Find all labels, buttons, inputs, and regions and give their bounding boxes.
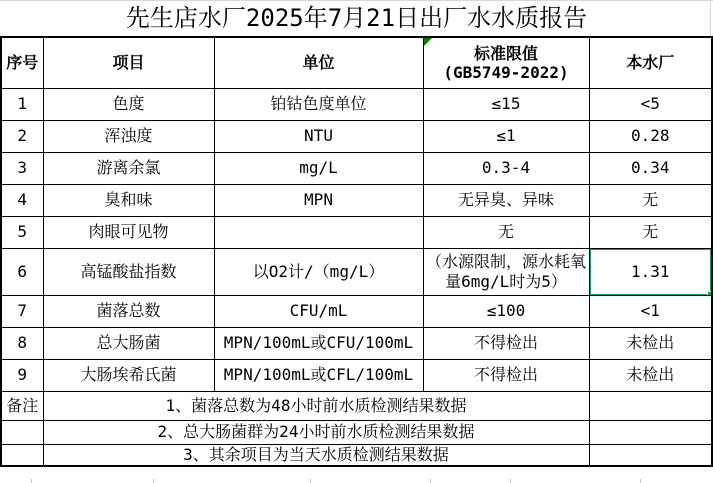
cell-plant[interactable]: 0.34: [589, 152, 712, 184]
faint-gridline: [640, 479, 641, 483]
cell-standard[interactable]: 0.3-4: [423, 152, 589, 184]
selected-cell[interactable]: 1.31: [589, 248, 712, 295]
table-row: [1, 295, 712, 327]
note-empty-cell[interactable]: [589, 444, 712, 466]
cell-plant[interactable]: 未检出: [589, 327, 712, 359]
cell-item[interactable]: 总大肠菌: [43, 327, 214, 359]
cell-standard[interactable]: ≤100: [423, 295, 589, 327]
cell-no[interactable]: 6: [1, 248, 43, 295]
table-row: [1, 152, 712, 184]
cell-no[interactable]: 5: [1, 216, 43, 248]
cell-no[interactable]: 4: [1, 184, 43, 216]
cell-unit[interactable]: mg/L: [214, 152, 423, 184]
cell-plant[interactable]: 0.28: [589, 120, 712, 152]
notes-label-empty[interactable]: [1, 444, 43, 466]
cell-standard[interactable]: ≤1: [423, 120, 589, 152]
notes-label[interactable]: 备注: [1, 391, 43, 420]
table-row: [1, 216, 712, 248]
header-plant[interactable]: 本水厂: [589, 37, 712, 88]
cell-unit[interactable]: MPN/100mL或CFL/100mL: [214, 359, 423, 391]
faint-gridline: [153, 479, 154, 483]
report-title[interactable]: 先生店水厂2025年7月21日出厂水水质报告: [125, 4, 588, 32]
faint-gridline: [310, 479, 311, 483]
cell-standard[interactable]: 无异臭、异味: [423, 184, 589, 216]
table-row: [1, 88, 712, 120]
cell-unit[interactable]: CFU/mL: [214, 295, 423, 327]
cell-unit[interactable]: [214, 216, 423, 248]
cell-unit[interactable]: MPN/100mL或CFU/100mL: [214, 327, 423, 359]
note-text-1[interactable]: 1、菌落总数为48小时前水质检测结果数据: [43, 391, 589, 420]
cell-standard[interactable]: 无: [423, 216, 589, 248]
header-standard[interactable]: [423, 37, 589, 88]
header-standard-line2: (GB5749-2022): [443, 62, 569, 82]
cell-no[interactable]: 9: [1, 359, 43, 391]
cell-unit[interactable]: 铂钴色度单位: [214, 88, 423, 120]
table-row: [1, 327, 712, 359]
cell-item[interactable]: 游离余氯: [43, 152, 214, 184]
faint-gridline: [710, 1, 711, 36]
cell-standard[interactable]: （水源限制，源水耗氧量6mg/L时为5）: [423, 248, 589, 295]
cell-unit[interactable]: MPN: [214, 184, 423, 216]
cell-no[interactable]: 2: [1, 120, 43, 152]
cell-no[interactable]: 7: [1, 295, 43, 327]
cell-unit[interactable]: 以O2计/（mg/L）: [214, 248, 423, 295]
cell-item[interactable]: 高锰酸盐指数: [43, 248, 214, 295]
header-row: [1, 37, 712, 88]
header-standard-line1: 标准限值: [473, 43, 538, 63]
notes-label-empty[interactable]: [1, 420, 43, 444]
table-row: [1, 248, 712, 295]
cell-plant[interactable]: 无: [589, 184, 712, 216]
water-quality-table: [0, 36, 713, 467]
note-row: [1, 391, 712, 420]
header-item[interactable]: 项目: [43, 37, 214, 88]
cell-standard[interactable]: ≤15: [423, 88, 589, 120]
note-row: [1, 420, 712, 444]
header-no[interactable]: 序号: [1, 37, 43, 88]
note-row: [1, 444, 712, 466]
cell-item[interactable]: 大肠埃希氏菌: [43, 359, 214, 391]
cell-no[interactable]: 1: [1, 88, 43, 120]
sheet-gridline-strip: [0, 479, 713, 483]
cell-item[interactable]: 臭和味: [43, 184, 214, 216]
note-empty-cell[interactable]: [589, 391, 712, 420]
table-row: [1, 184, 712, 216]
cell-unit[interactable]: NTU: [214, 120, 423, 152]
cell-item[interactable]: 菌落总数: [43, 295, 214, 327]
cell-plant[interactable]: <1: [589, 295, 712, 327]
cell-item[interactable]: 浑浊度: [43, 120, 214, 152]
faint-gridline: [510, 479, 511, 483]
cell-item[interactable]: 色度: [43, 88, 214, 120]
cell-item[interactable]: 肉眼可见物: [43, 216, 214, 248]
cell-no[interactable]: 3: [1, 152, 43, 184]
cell-no[interactable]: 8: [1, 327, 43, 359]
faint-gridline: [430, 479, 431, 483]
cell-plant[interactable]: <5: [589, 88, 712, 120]
cell-plant[interactable]: 未检出: [589, 359, 712, 391]
note-text-3[interactable]: 3、其余项目为当天水质检测结果数据: [43, 444, 589, 466]
cell-plant[interactable]: 无: [589, 216, 712, 248]
cell-error-marker-icon: [424, 38, 432, 46]
cell-standard[interactable]: 不得检出: [423, 327, 589, 359]
note-empty-cell[interactable]: [589, 420, 712, 444]
table-row: [1, 120, 712, 152]
cell-standard[interactable]: 不得检出: [423, 359, 589, 391]
faint-gridline: [31, 479, 32, 483]
note-text-2[interactable]: 2、总大肠菌群为24小时前水质检测结果数据: [43, 420, 589, 444]
table-row: [1, 359, 712, 391]
header-unit[interactable]: 单位: [214, 37, 423, 88]
